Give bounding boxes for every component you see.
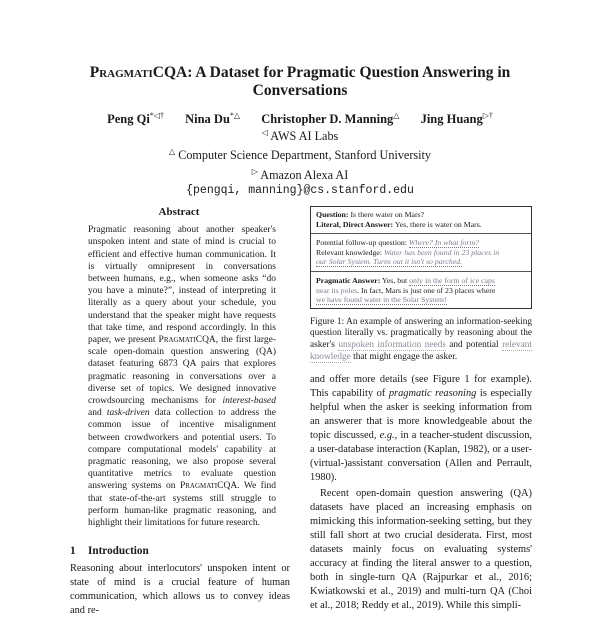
paragraph: Recent open-domain question answering (QA) datasets have placed an increasing emphasis on mimicking this information-seeking setting, but they still fall short at two crucial desiderata. First, most datasets mainly focus on evaluating systems' accuracy at finding the literal answer to a question, both in single-turn QA (Rajpurkar et al., 2016; Kwiatkowski et al., 2019) and multi-turn QA (Choi et al., 2018; Reddy et al., 2019). While this simpli- xyxy=(310,488,532,612)
intro-paragraph: Reasoning about interlocutors' unspoken intent or state of mind is a crucial feature of human communication, which allows us to convey ideas and re- xyxy=(70,563,290,616)
affiliation: △ Computer Science Department, Stanford University xyxy=(168,147,432,163)
paragraph: and offer more details (see Figure 1 for example). This capability of pragmatic reasoning is especially helpful when the asker is seeking information from an answerer that is more knowledgeable about the topic discussed, e.g., in a teacher-student discussion, a user-database interaction (Kaplan, 1982), or a user-(virtual-)assistant conversation (Allen and Perrault, 1980). xyxy=(310,374,532,484)
abstract xyxy=(70,206,288,529)
author: Jing Huang▷† xyxy=(420,111,493,127)
abstract-heading: Abstract xyxy=(158,206,200,218)
author: Peng Qi*◁† xyxy=(107,111,164,127)
title-dataset-smallcaps: Pragmati xyxy=(89,64,153,81)
affiliation: ▷ Amazon Alexa AI xyxy=(251,166,349,182)
paper-title xyxy=(60,64,540,100)
title-line2: Conversations xyxy=(252,82,348,99)
right-column xyxy=(310,206,532,613)
affiliations xyxy=(60,125,540,198)
section-heading-introduction: 1 Introduction xyxy=(70,545,149,557)
author: Christopher D. Manning△ xyxy=(261,111,400,127)
figure-caption: Figure 1: An example of answering an information-seeking question literally vs. pragmatically by reasoning about the asker's unspoken information needs and potential relevant knowledge that might engage the asker. xyxy=(310,316,533,362)
affiliation: ◁ AWS AI Labs xyxy=(261,128,339,144)
abstract-body: Pragmatic reasoning about another speaker's unspoken intent and state of mind is crucial to efficient and effective human communication. It is virtually omnipresent in conversations between humans, e.g., when someone asks “do you have a minute?”, instead of interpreting it literally as a query about your schedule, you understand that the speaker might have requests that take time, and respond accordingly. In this paper, we present PragmatiCQA, the first large-scale open-domain question answering (QA) dataset featuring 6873 QA pairs that explores pragmatic reasoning in conversations over a diverse set of topics. We designed innovative crowdsourcing mechanisms for interest-based and task-driven data collection to address the common issue of incentive misalignment between crowdworkers and potential users. To compare computational models' capability at pragmatic reasoning, we also propose several quantitative metrics to evaluate question answering systems on PragmatiCQA. We find that state-of-the-art systems still struggle to perform human-like pragmatic reasoning, and highlight their limitations for future research. xyxy=(88,225,276,529)
figure-1-box: Question: Is there water on Mars? Literal, Direct Answer: Yes, there is water on Mars. Potential follow-up question: Where? In what form? Relevant knowledge: Water has been found in 23 places in our Solar System. Turns out it isn't so parched. Pragmatic Answer: Yes, but only in the form of ice caps near its poles. In fact, Mars is just one of 23 places where we have found water in the Solar System! xyxy=(310,206,532,309)
author: Nina Du*△ xyxy=(185,111,241,127)
email: {pengqi, manning}@cs.stanford.edu xyxy=(186,184,414,198)
right-body-text xyxy=(310,373,532,613)
title-line1: CQA: A Dataset for Pragmatic Question Answering in xyxy=(152,64,511,81)
